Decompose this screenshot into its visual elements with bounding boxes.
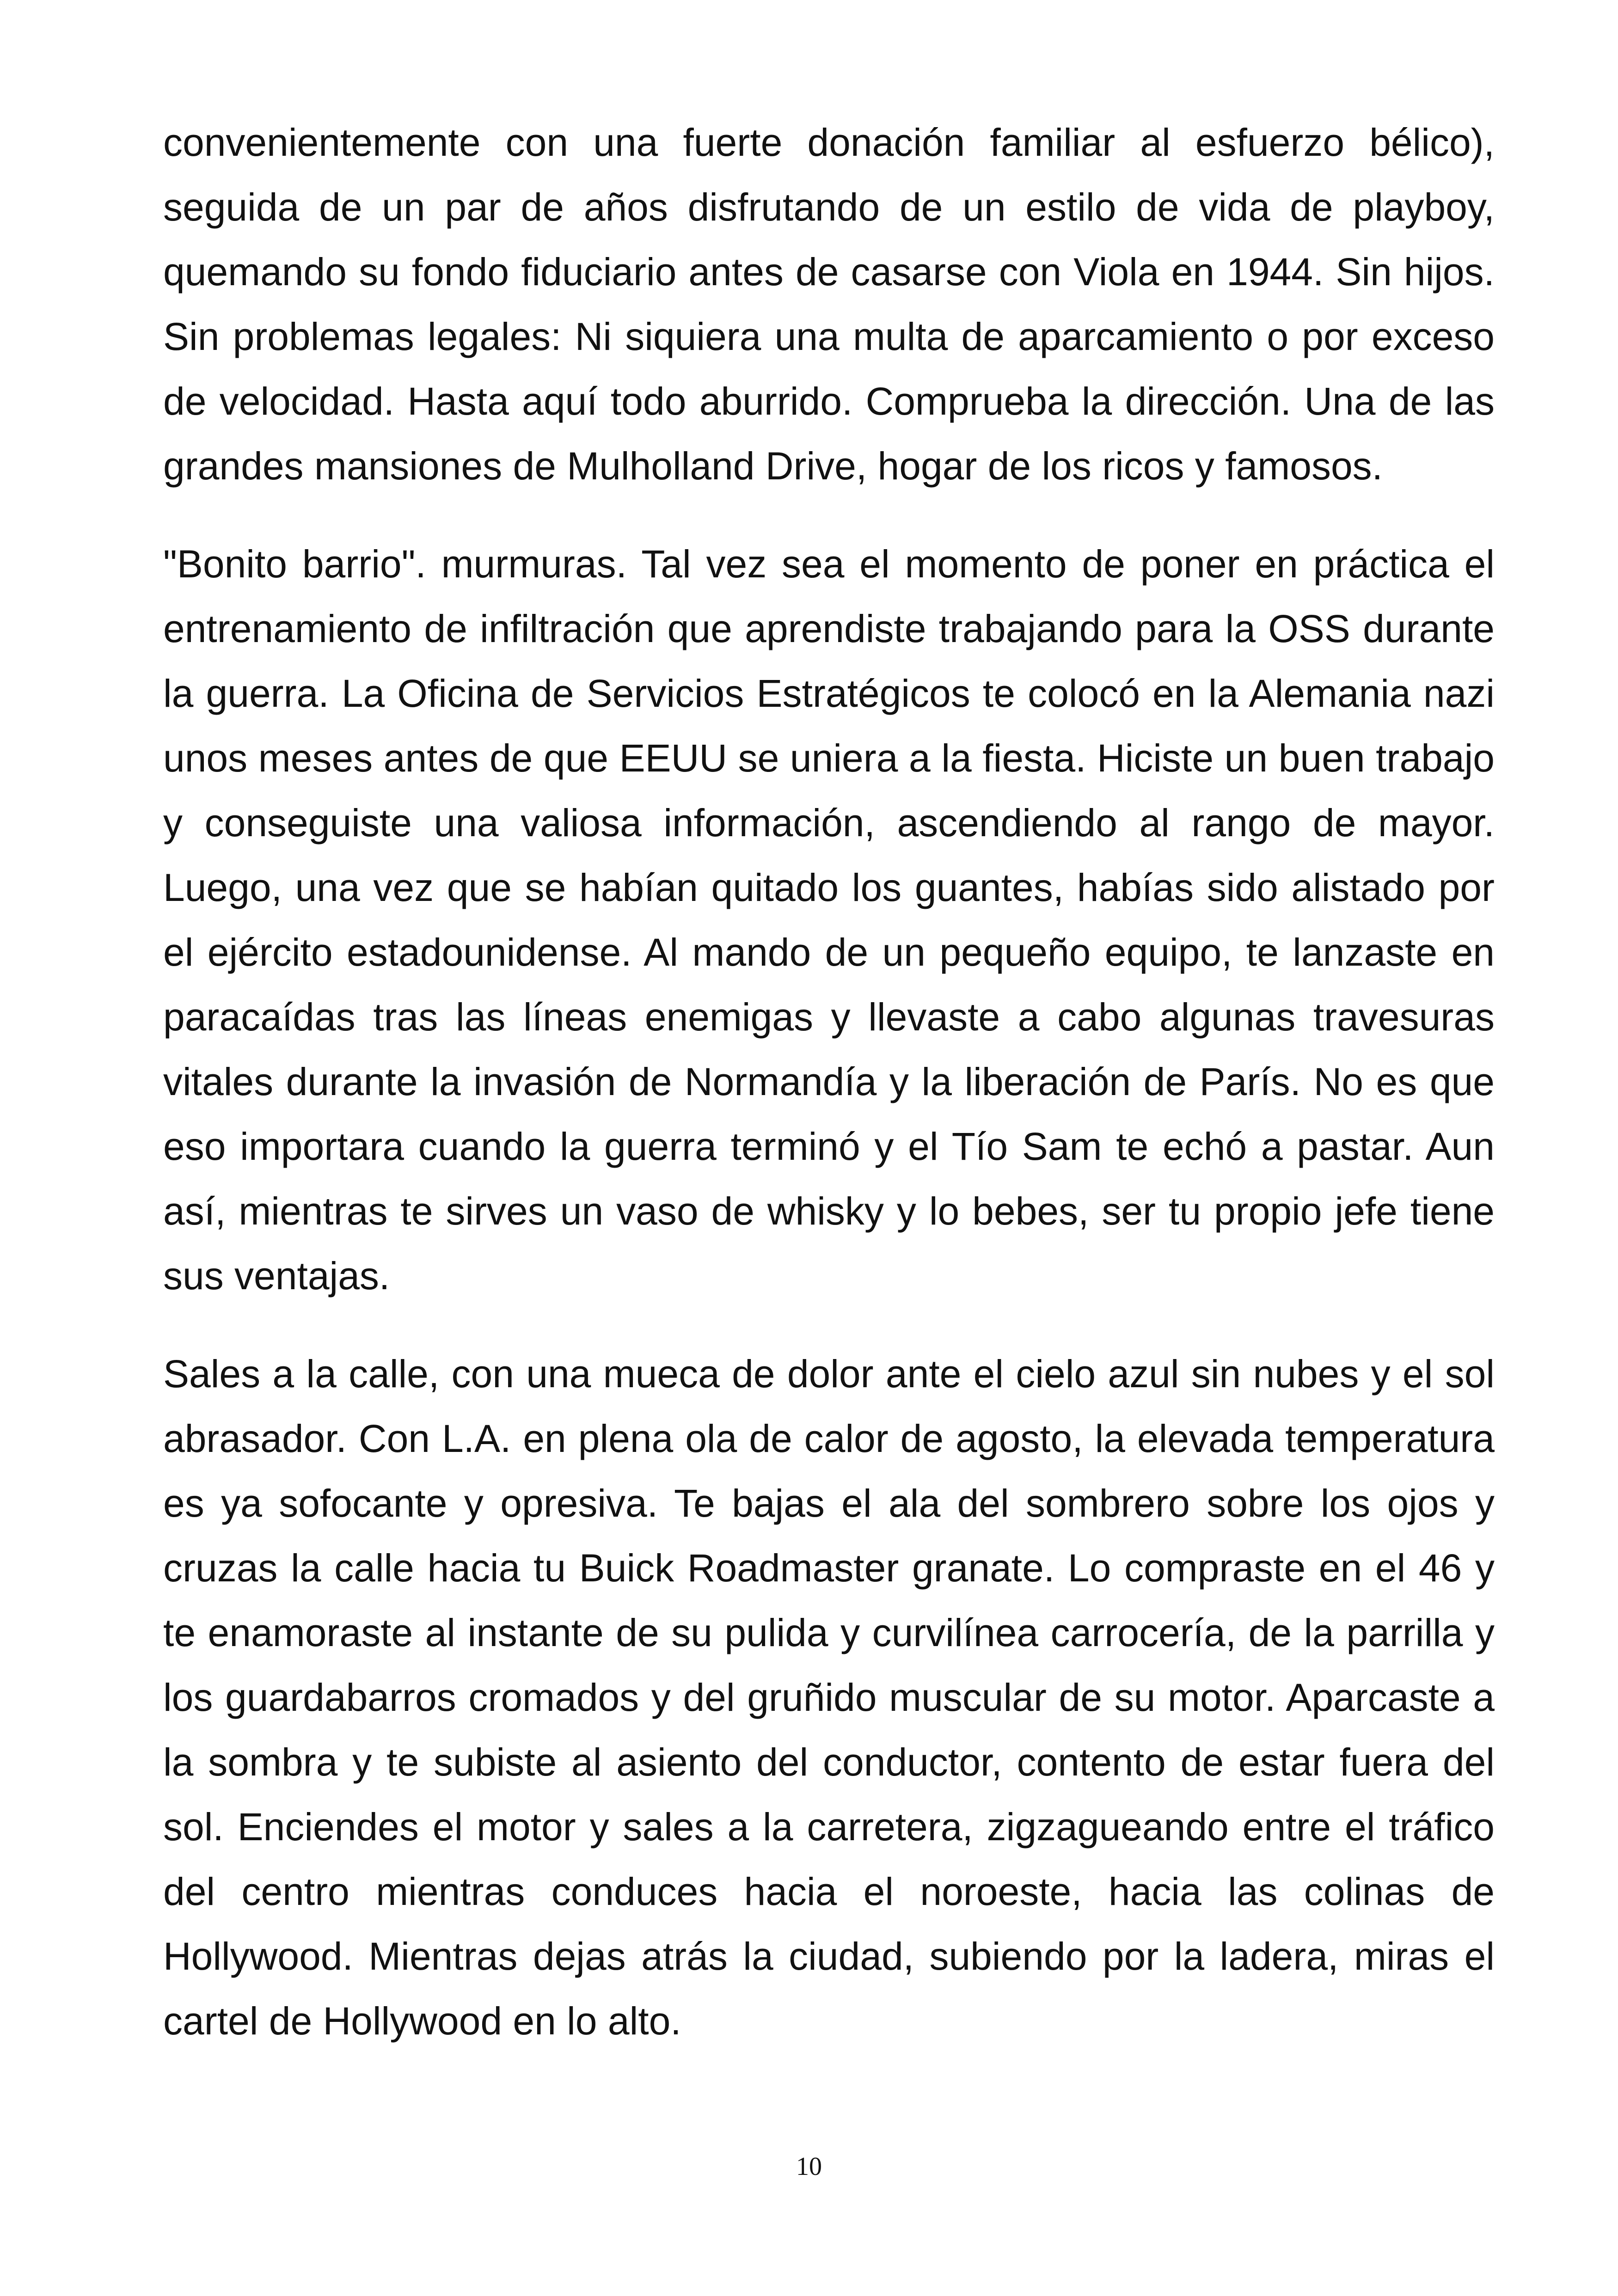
page-number: 10 — [796, 2152, 822, 2181]
paragraph-2: "Bonito barrio". murmuras. Tal vez sea el momento de poner en práctica el entrenamiento de infiltración que aprendiste trabajando para la OSS durante la guerra. La Oficina de Servicios Estratégicos te colocó en la Alemania nazi unos meses antes de que EEUU se uniera a la fiesta. Hiciste un buen trabajo y conseguiste una valiosa información, ascendiendo al rango de mayor. Luego, una vez que se habían quitado los guantes, habías sido alistado por el ejército estadounidense. Al mando de un pequeño equipo, te lanzaste en paracaídas tras las líneas enemigas y llevaste a cabo algunas travesuras vitales durante la invasión de Normandía y la liberación de París. No es que eso importara cuando la guerra terminó y el Tío Sam te echó a pastar. Aun así, mientras te sirves un vaso de whisky y lo bebes, ser tu propio jefe tiene sus ventajas. — [163, 542, 1495, 1298]
body-text — [163, 110, 1495, 2087]
paragraph-3: Sales a la calle, con una mueca de dolor ante el cielo azul sin nubes y el sol abrasador. Con L.A. en plena ola de calor de agosto, la elevada temperatura es ya sofocante y opresiva. Te bajas el ala del sombrero sobre los ojos y cruzas la calle hacia tu Buick Roadmaster granate. Lo compraste en el 46 y te enamoraste al instante de su pulida y curvilínea carrocería, de la parrilla y los guardabarros cromados y del gruñido muscular de su motor. Aparcaste a la sombra y te subiste al asiento del conductor, contento de estar fuera del sol. Enciendes el motor y sales a la carretera, zigzagueando entre el tráfico del centro mientras conduces hacia el noroeste, hacia las colinas de Hollywood. Mientras dejas atrás la ciudad, subiendo por la ladera, miras el cartel de Hollywood en lo alto. — [163, 1352, 1495, 2043]
paragraph-1: convenientemente con una fuerte donación familiar al esfuerzo bélico), seguida de un par de años disfrutando de un estilo de vida de playboy, quemando su fondo fiduciario antes de casarse con Viola en 1944. Sin hijos. Sin problemas legales: Ni siquiera una multa de aparcamiento o por exceso de velocidad. Hasta aquí todo aburrido. Comprueba la dirección. Una de las grandes mansiones de Mulholland Drive, hogar de los ricos y famosos. — [163, 121, 1495, 488]
